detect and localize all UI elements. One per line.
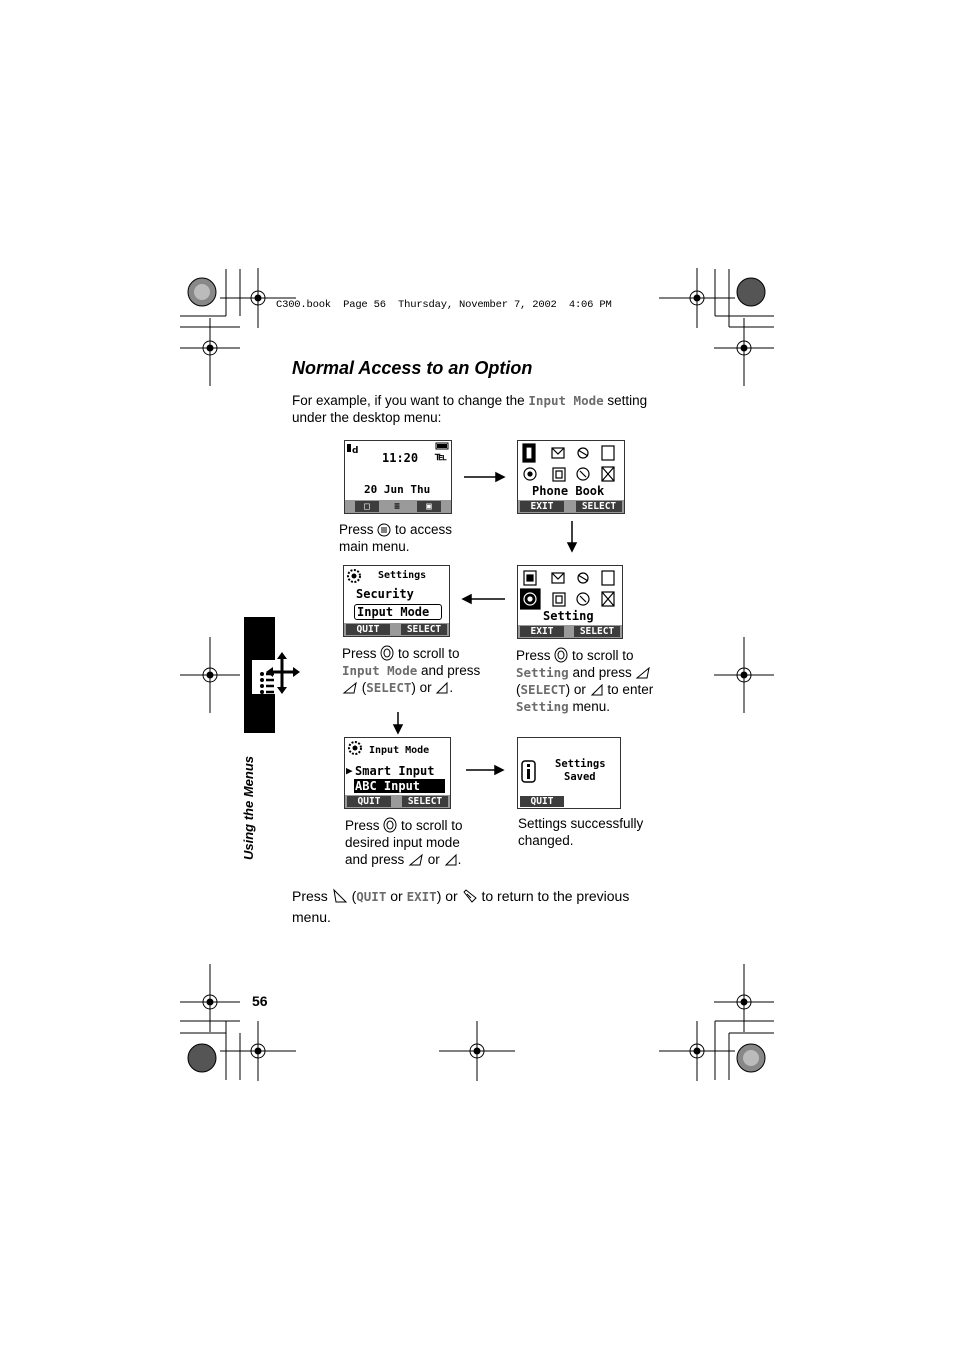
navigation-chapter-icon <box>252 652 302 698</box>
quit-softkey: QUIT <box>346 624 390 635</box>
select-softkey-3: SELECT <box>401 624 447 635</box>
print-header: C300.book Page 56 Thursday, November 7, 2002 4:06 PM <box>276 299 612 311</box>
select-softkey: SELECT <box>576 501 622 512</box>
setting-term: Setting <box>516 665 569 680</box>
caption-step4: Press to scroll to desired input mode and press or . <box>345 818 463 867</box>
info-icon <box>521 760 537 784</box>
settings-softbar <box>344 623 449 636</box>
left-soft-key-icon-2 <box>635 666 651 680</box>
page-number: 56 <box>252 993 268 1009</box>
caption-step1: Press to access main menu. <box>339 522 453 554</box>
input-mode-softbar <box>345 795 450 808</box>
section-heading: Normal Access to an Option <box>292 358 533 378</box>
quit-softkey-2: QUIT <box>347 796 391 807</box>
menu-key-icon <box>377 523 391 537</box>
input-mode-title: Input Mode <box>369 745 430 756</box>
left-soft-key-icon-3 <box>408 853 424 867</box>
settings-item-security: Security <box>356 587 414 601</box>
quit-softkey-3: QUIT <box>520 796 564 807</box>
side-chapter-label: Using the Menus <box>241 755 256 860</box>
nav-key-icon-3 <box>383 817 397 833</box>
input-mode-term: Input Mode <box>528 393 604 408</box>
main-menu-screen-setting <box>517 565 623 639</box>
setting-term-2: Setting <box>516 699 569 714</box>
menu-icon-grid-setting <box>520 567 620 611</box>
svg-text:d: d <box>352 446 359 456</box>
line1-indicator: ℡ <box>435 450 447 463</box>
menu-label-setting: Setting <box>543 609 594 623</box>
saved-line1: Settings <box>555 758 606 770</box>
select-softkey-4: SELECT <box>402 796 448 807</box>
caption-step3: Press to scroll to Input Mode and press (SELECT) or . <box>342 646 481 695</box>
ok-key-icon <box>435 681 449 695</box>
saved-line2: Saved <box>564 771 596 783</box>
main-menu-screen-phonebook <box>517 440 625 514</box>
nav-key-icon <box>380 645 394 661</box>
caption-step5: Settings successfully changed. <box>518 816 644 848</box>
exit-softkey: EXIT <box>520 501 564 512</box>
message-soft-icon: ▣ <box>417 501 441 512</box>
select-softkey-2: SELECT <box>574 626 620 637</box>
intro-paragraph: For example, if you want to change the Input Mode setting under the desktop menu: <box>292 393 648 425</box>
settings-screen <box>343 565 450 637</box>
idle-time: 11:20 <box>382 451 419 465</box>
setting-menu-softbar <box>518 625 622 638</box>
input-option-smart: Smart Input <box>355 764 435 778</box>
left-soft-key-icon <box>342 681 358 695</box>
menu-label-phonebook: Phone Book <box>532 484 605 498</box>
caption-step2: Press to scroll to Setting and press (SELECT) or to enter Setting menu. <box>516 648 654 714</box>
ok-key-icon-2 <box>590 683 604 697</box>
saved-screen <box>517 737 621 809</box>
gear-icon-2 <box>347 740 363 756</box>
menu-soft-icon: ≡ <box>391 501 403 512</box>
input-option-abc: ABC Input <box>354 779 445 793</box>
input-mode-screen <box>344 737 451 809</box>
selection-pointer: ▶ <box>346 764 353 777</box>
settings-title: Settings <box>378 570 427 581</box>
exit-softkey-2: EXIT <box>520 626 564 637</box>
menu-icon-grid <box>520 442 622 486</box>
settings-item-input-mode: Input Mode <box>354 604 442 620</box>
phonebook-soft-icon: □ <box>355 501 379 512</box>
idle-date: 20 Jun Thu <box>364 483 431 496</box>
right-soft-key-icon <box>332 888 348 904</box>
main-menu-softbar <box>518 500 624 513</box>
footer-paragraph: Press (QUIT or EXIT) or to return to the previous menu. <box>292 888 630 925</box>
nav-key-icon-2 <box>554 647 568 663</box>
ok-key-icon-3 <box>444 853 458 867</box>
saved-softbar <box>518 795 620 808</box>
end-key-icon <box>462 888 478 904</box>
gear-icon <box>346 568 362 584</box>
input-mode-term-2: Input Mode <box>342 663 418 678</box>
